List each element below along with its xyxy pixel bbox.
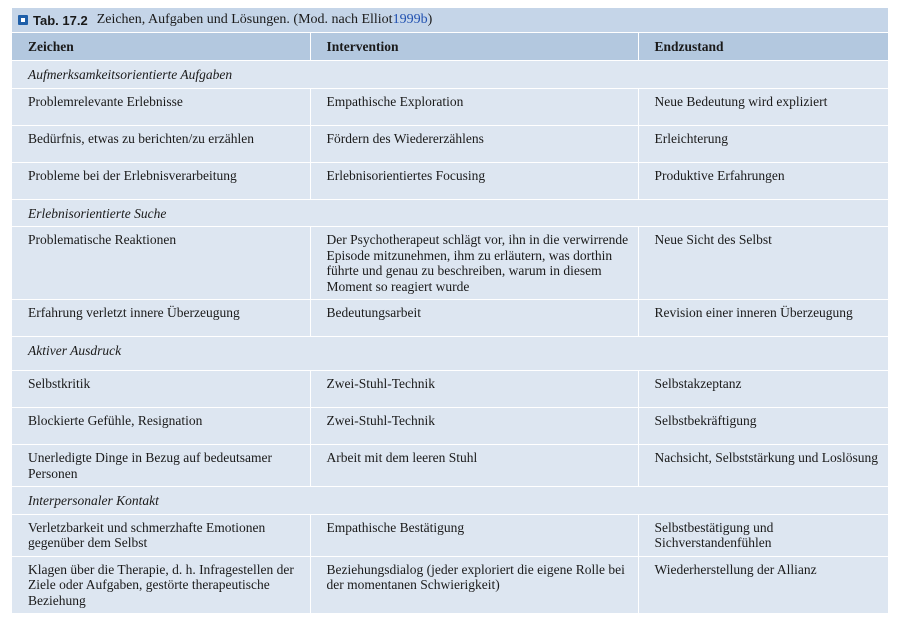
- header-intervention: Intervention: [310, 33, 638, 61]
- cell-endzustand: Wiederherstellung der Allianz: [638, 556, 888, 613]
- cell-intervention: Zwei-Stuhl-Technik: [310, 408, 638, 445]
- table-row: [12, 88, 888, 125]
- caption-close: ): [427, 12, 433, 27]
- cell-intervention: Arbeit mit dem leeren Stuhl: [310, 445, 638, 487]
- cell-intervention: Beziehungsdialog (jeder exploriert die eigene Rolle bei der momentanen Schwierigkeit): [310, 556, 638, 613]
- table-row: [12, 445, 888, 487]
- header-endzustand: Endzustand: [638, 33, 888, 61]
- section-title: Interpersonaler Kontakt: [12, 487, 888, 515]
- cell-endzustand: Produktive Erfahrungen: [638, 162, 888, 199]
- header-zeichen: Zeichen: [12, 33, 310, 61]
- cell-zeichen: Erfahrung verletzt innere Überzeugung: [12, 300, 310, 337]
- cell-intervention: Fördern des Wiedererzählens: [310, 125, 638, 162]
- cell-intervention: Der Psychotherapeut schlägt vor, ihn in die verwirrende Episode mitzunehmen, ihm zu erläutern, was dorthin führte und genau zu beschreiben, warum in diesem Moment so reagiert wurde: [310, 227, 638, 300]
- cell-endzustand: Neue Sicht des Selbst: [638, 227, 888, 300]
- cell-endzustand: Erleichterung: [638, 125, 888, 162]
- section-title: Aufmerksamkeitsorientierte Aufgaben: [12, 61, 888, 89]
- cell-zeichen: Probleme bei der Erlebnisverarbeitung: [12, 162, 310, 199]
- table-container: [12, 8, 888, 613]
- table-row: [12, 408, 888, 445]
- section-row: [12, 337, 888, 371]
- caption-text: Zeichen, Aufgaben und Lösungen. (Mod. nach Elliot: [96, 12, 393, 27]
- section-title: Erlebnisorientierte Suche: [12, 199, 888, 227]
- cell-zeichen: Unerledigte Dinge in Bezug auf bedeutsamer Personen: [12, 445, 310, 487]
- table-row: [12, 227, 888, 300]
- cell-endzustand: Selbstbestätigung und Sichverstandenfühlen: [638, 514, 888, 556]
- table-row: [12, 371, 888, 408]
- cell-zeichen: Klagen über die Therapie, d. h. Infragestellen der Ziele oder Aufgaben, gestörte therapeutische Beziehung: [12, 556, 310, 613]
- section-title: Aktiver Ausdruck: [12, 337, 888, 371]
- cell-zeichen: Bedürfnis, etwas zu berichten/zu erzählen: [12, 125, 310, 162]
- cell-zeichen: Problemrelevante Erlebnisse: [12, 88, 310, 125]
- cell-intervention: Zwei-Stuhl-Technik: [310, 371, 638, 408]
- table-row: [12, 556, 888, 613]
- caption-reference-link[interactable]: 1999b: [392, 12, 428, 27]
- cell-endzustand: Neue Bedeutung wird expliziert: [638, 88, 888, 125]
- section-row: [12, 199, 888, 227]
- table-row: [12, 300, 888, 337]
- cell-endzustand: Selbstakzeptanz: [638, 371, 888, 408]
- table-label: Tab. 17.2: [33, 12, 88, 28]
- cell-intervention: Bedeutungsarbeit: [310, 300, 638, 337]
- section-row: [12, 61, 888, 89]
- cell-endzustand: Selbstbekräftigung: [638, 408, 888, 445]
- section-row: [12, 487, 888, 515]
- cell-zeichen: Verletzbarkeit und schmerzhafte Emotionen gegenüber dem Selbst: [12, 514, 310, 556]
- table-row: [12, 162, 888, 199]
- data-table: [12, 32, 888, 613]
- cell-endzustand: Nachsicht, Selbststärkung und Loslösung: [638, 445, 888, 487]
- header-row: [12, 33, 888, 61]
- table-square-icon: [18, 15, 28, 25]
- cell-zeichen: Blockierte Gefühle, Resignation: [12, 408, 310, 445]
- cell-zeichen: Selbstkritik: [12, 371, 310, 408]
- table-caption: [12, 8, 888, 32]
- cell-intervention: Empathische Exploration: [310, 88, 638, 125]
- cell-intervention: Empathische Bestätigung: [310, 514, 638, 556]
- table-row: [12, 514, 888, 556]
- cell-zeichen: Problematische Reaktionen: [12, 227, 310, 300]
- cell-endzustand: Revision einer inneren Überzeugung: [638, 300, 888, 337]
- cell-intervention: Erlebnisorientiertes Focusing: [310, 162, 638, 199]
- table-row: [12, 125, 888, 162]
